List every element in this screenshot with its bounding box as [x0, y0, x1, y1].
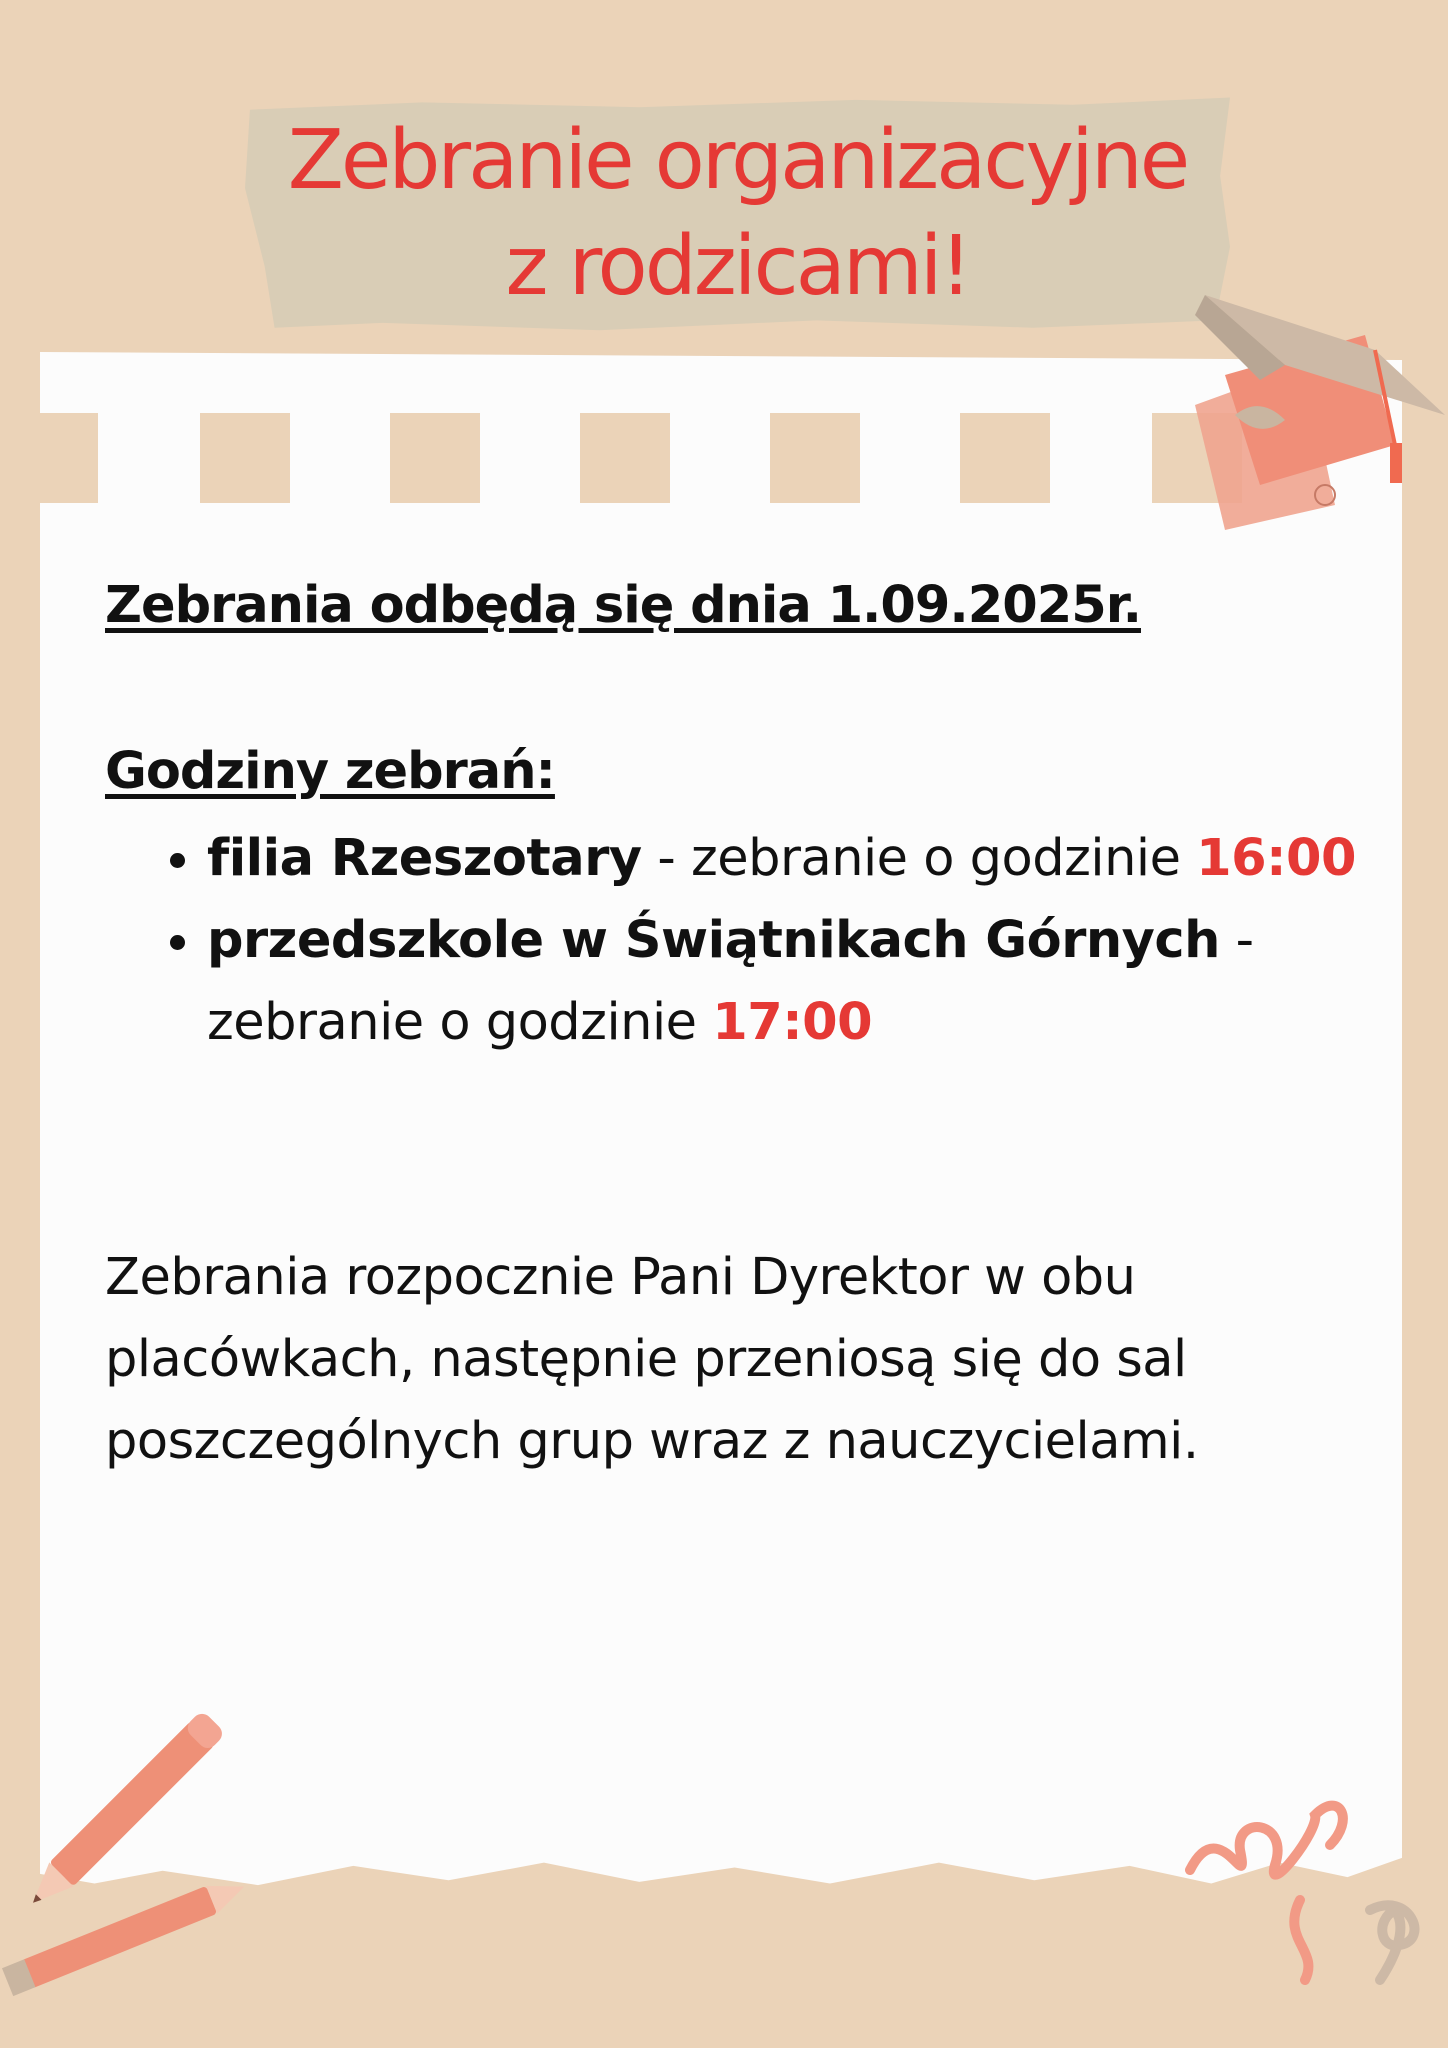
meeting-time: 17:00 [712, 993, 873, 1052]
squiggle-icon [1180, 1790, 1440, 1990]
title-line-1: Zebranie organizacyjne [287, 113, 1188, 208]
meeting-text: - zebranie o godzinie [207, 911, 1254, 1052]
binder-hole [10, 413, 98, 503]
graduation-cap-icon [1165, 295, 1448, 530]
meeting-list [105, 818, 1407, 1064]
binder-hole [770, 413, 860, 503]
binder-hole [390, 413, 480, 503]
list-item [207, 900, 1407, 1064]
meeting-text: - zebranie o godzinie [641, 829, 1197, 888]
meeting-date: Zebrania odbędą się dnia 1.09.2025r. [105, 576, 1141, 635]
binder-hole [580, 413, 670, 503]
closing-paragraph: Zebrania rozpocznie Pani Dyrektor w obu placówkach, następnie przeniosą się do sal poszczególnych grup wraz z nauczycielami. [105, 1248, 1199, 1471]
pencil-icon [0, 1700, 260, 2000]
page-title [245, 108, 1230, 320]
title-line-2: z rodzicami! [505, 219, 970, 314]
meeting-place: przedszkole w Świątnikach Górnych [207, 911, 1220, 970]
meeting-place: filia Rzeszotary [207, 829, 642, 888]
binder-hole [960, 413, 1050, 503]
binder-hole [200, 413, 290, 503]
hours-heading: Godziny zebrań: [105, 742, 555, 801]
list-item [207, 818, 1407, 900]
meeting-time: 16:00 [1196, 829, 1356, 888]
